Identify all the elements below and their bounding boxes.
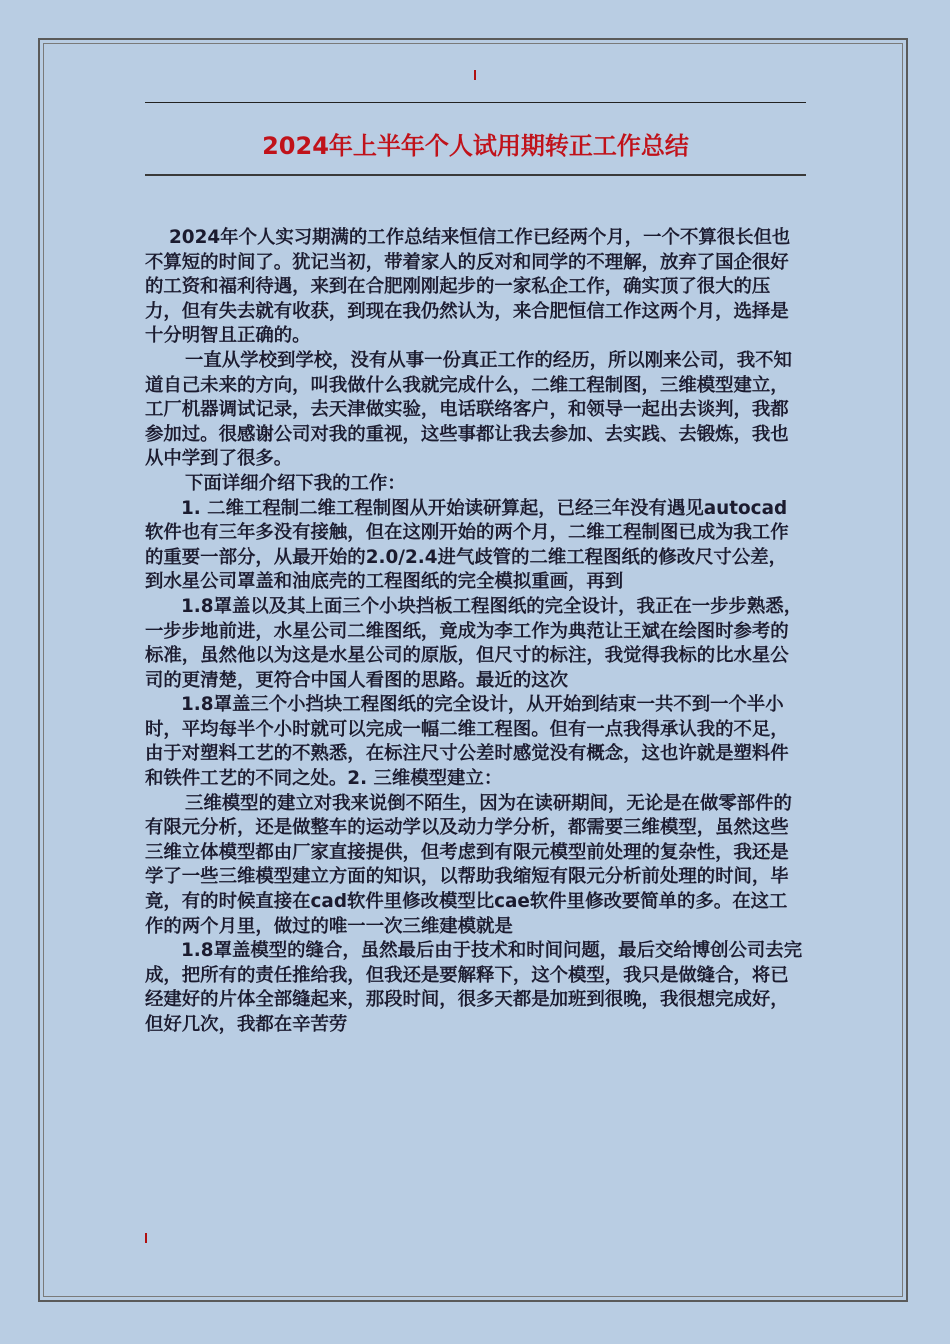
header-mark xyxy=(474,70,476,80)
document-body xyxy=(145,226,805,1038)
paragraph-cover-design: 1.8罩盖以及其上面三个小块挡板工程图纸的完全设计，我正在一步步熟悉，一步步地前进，水星公司二维图纸，竟成为李工作为典范让王斌在绘图时参考的标准，虽然他以为这是水星公司的原版，但尺寸的标注，我觉得我标的比水星公司的更清楚，更符合中国人看图的思路。最近的这次 xyxy=(145,595,803,691)
title-underline xyxy=(145,174,806,176)
paragraph-model-stitching: 1.8罩盖模型的缝合，虽然最后由于技术和时间问题，最后交给博创公司去完成，把所有的责任推给我，但我还是要解释下，这个模型，我只是做缝合，将已经建好的片体全部缝起来，那段时间，很多天都是加班到很晚，我很想完成好，但好几次，我都在辛苦劳 xyxy=(145,940,803,1035)
footer-mark xyxy=(145,1233,147,1243)
paragraph-experience: 一直从学校到学校，没有从事一份真正工作的经历，所以刚来公司，我不知道自己未来的方向，叫我做什么我就完成什么，二维工程制图，三维模型建立，工厂机器调试记录，去天津做实验，电话联络客户，和领导一起出去谈判，我都参加过。很感谢公司对我的重视，这些事都让我去参加、去实践、去锻炼，我也从中学到了很多。 xyxy=(145,349,792,470)
document-title: 2024年上半年个人试用期转正工作总结 xyxy=(262,132,689,160)
paragraph-intro: 2024年个人实习期满的工作总结来恒信工作已经两个月，一个不算很长但也不算短的时间了。犹记当初，带着家人的反对和同学的不理解，放弃了国企很好的工资和福利待遇，来到在合肥刚刚起步的一家私企工作，确实顶了很大的压力，但有失去就有收获，到现在我仍然认为，来合肥恒信工作这两个月，选择是十分明智且正确的。 xyxy=(145,227,791,347)
paragraph-3d-modeling: 三维模型的建立对我来说倒不陌生，因为在读研期间，无论是在做零部件的有限元分析，还是做整车的运动学以及动力学分析，都需要三维模型，虽然这些三维立体模型都由厂家直接提供，但考虑到有限元模型前处理的复杂性，我还是学了一些三维模型建立方面的知识，以帮助我缩短有限元分析前处理的时间，毕竟，有的时候直接在cad软件里修改模型比cae软件里修改要简单的多。在这工作的两个月里，做过的唯一一次三维建模就是 xyxy=(145,792,792,937)
paragraph-stop-block-design: 1.8罩盖三个小挡块工程图纸的完全设计，从开始到结束一共不到一个半小时，平均每半个小时就可以完成一幅二维工程图。但有一点我得承认我的不足，由于对塑料工艺的不熟悉，在标注尺寸公差时感觉没有概念，这也许就是塑料件和铁件工艺的不同之处。2. 三维模型建立： xyxy=(145,694,789,790)
paragraph-2d-drawing: 1. 二维工程制二维工程制图从开始读研算起，已经三年没有遇见autocad软件也有三年多没有接触，但在这刚开始的两个月，二维工程制图已成为我工作的重要一部分，从最开始的2.0/2.4进气歧管的二维工程图纸的修改尺寸公差，到水星公司罩盖和油底壳的工程图纸的完全模拟重画，再到 xyxy=(145,497,789,593)
paragraph-work-intro: 下面详细介绍下我的工作： xyxy=(185,472,406,494)
header-rule xyxy=(145,102,806,103)
